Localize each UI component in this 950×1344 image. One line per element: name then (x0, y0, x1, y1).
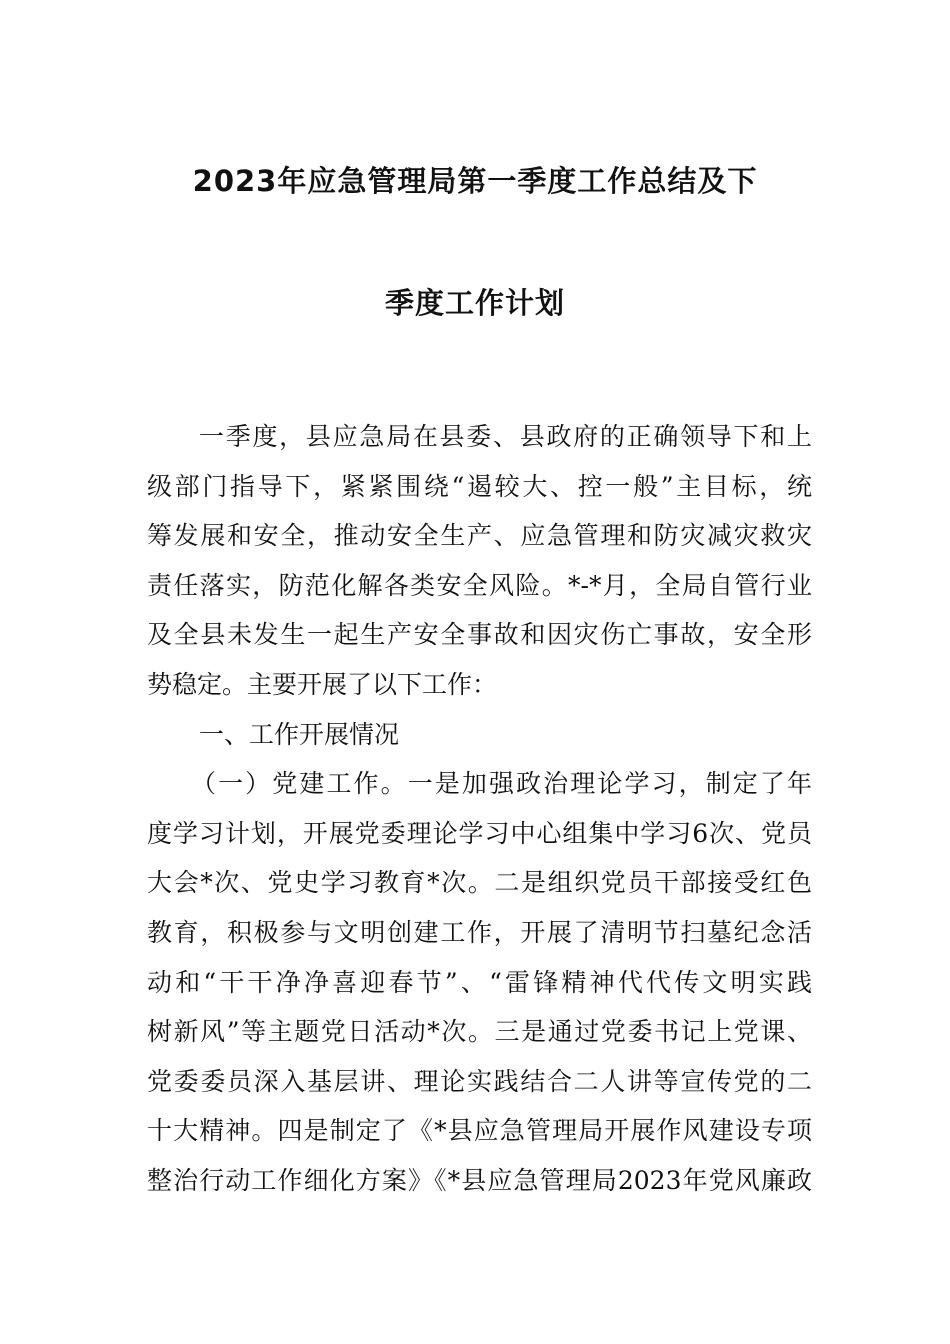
paragraph-2-line-2: 度学习计划，开展党委理论学习中心组集中学习6次、党员 (147, 818, 812, 848)
paragraph-1-line-3: 筹发展和安全，推动安全生产、应急管理和防灾减灾救灾 (147, 521, 812, 551)
section-heading-1: 一、工作开展情况 (199, 719, 400, 749)
document-title-line-2: 季度工作计划 (384, 286, 565, 320)
paragraph-2-line-9: 整治行动工作细化方案》《*县应急管理局2023年党风廉政 (147, 1165, 812, 1195)
document-body (147, 412, 812, 1206)
paragraph-2-line-5: 动和“干干净净喜迎春节”、“雷锋精神代代传文明实践 (147, 967, 812, 997)
paragraph-1-line-4: 责任落实，防范化解各类安全风险。*-*月，全局自管行业 (147, 570, 812, 600)
paragraph-1-line-5: 及全县未发生一起生产安全事故和因灾伤亡事故，安全形 (147, 620, 812, 650)
paragraph-2-line-6: 树新风”等主题党日活动*次。三是通过党委书记上党课、 (147, 1017, 812, 1047)
paragraph-1-line-2: 级部门指导下，紧紧围绕“遏较大、控一般”主目标，统 (147, 471, 812, 501)
paragraph-2-line-4: 教育，积极参与文明创建工作，开展了清明节扫墓纪念活 (147, 917, 812, 947)
document-title-line-1: 2023年应急管理局第一季度工作总结及下 (192, 164, 758, 198)
paragraph-1-line-1: 一季度，县应急局在县委、县政府的正确领导下和上 (199, 422, 812, 451)
paragraph-1-line-6: 势稳定。主要开展了以下工作： (147, 669, 498, 699)
paragraph-2-line-3: 大会*次、党史学习教育*次。二是组织党员干部接受红色 (147, 868, 812, 898)
paragraph-2-line-1: （一）党建工作。一是加强政治理论学习，制定了年 (191, 769, 812, 799)
paragraph-2-line-8: 十大精神。四是制定了《*县应急管理局开展作风建设专项 (147, 1116, 812, 1146)
paragraph-2-line-7: 党委委员深入基层讲、理论实践结合二人讲等宣传党的二 (147, 1066, 812, 1096)
